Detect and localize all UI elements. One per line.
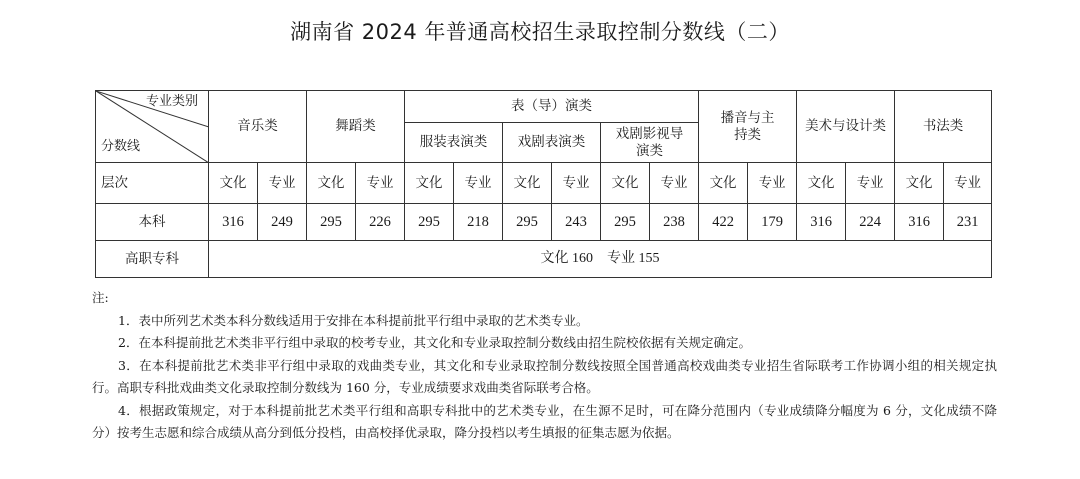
- group-music: 音乐类: [209, 91, 307, 163]
- score-cell: 316: [209, 204, 258, 241]
- col-zhuanye: 专业: [258, 163, 307, 204]
- corner-header: [96, 91, 209, 163]
- score-cell: 238: [650, 204, 699, 241]
- score-cell: 226: [356, 204, 405, 241]
- page-title: 湖南省 2024 年普通高校招生录取控制分数线（二）: [290, 20, 790, 44]
- score-cell: 224: [846, 204, 895, 241]
- row-level-label: 高职专科: [96, 241, 209, 278]
- col-wenhua: 文化: [405, 163, 454, 204]
- group-calligraphy: 书法类: [895, 91, 992, 163]
- score-cell: 231: [944, 204, 992, 241]
- col-zhuanye: 专业: [552, 163, 601, 204]
- col-wenhua: 文化: [895, 163, 944, 204]
- note-item: 4．根据政策规定，对于本科提前批艺术类平行组和高职专科批中的艺术类专业，在生源不足时，可在降分范围内（专业成绩降分幅度为 6 分，文化成绩不降分）按考生志愿和综合成绩从高分到低分投档，由高校择优录取，降分投档以考生填报的征集志愿为依据。: [92, 402, 997, 440]
- col-zhuanye: 专业: [846, 163, 895, 204]
- note-item: 1．表中所列艺术类本科分数线适用于安排在本科提前批平行组中录取的艺术类专业。: [118, 312, 589, 328]
- col-wenhua: 文化: [209, 163, 258, 204]
- score-table: [95, 90, 992, 278]
- group-performance: 表（导）演类: [405, 91, 699, 123]
- corner-score-label: 分数线: [101, 139, 141, 154]
- corner-level-label: 层次: [96, 163, 209, 204]
- subgroup-drama: 戏剧表演类: [503, 123, 601, 163]
- score-cell: 316: [895, 204, 944, 241]
- score-cell: 422: [699, 204, 748, 241]
- group-broadcast: 播音与主持类: [699, 91, 797, 163]
- col-wenhua: 文化: [797, 163, 846, 204]
- score-cell: 179: [748, 204, 797, 241]
- col-wenhua: 文化: [307, 163, 356, 204]
- col-zhuanye: 专业: [454, 163, 503, 204]
- table-row: [96, 204, 992, 241]
- col-zhuanye: 专业: [748, 163, 797, 204]
- col-zhuanye: 专业: [944, 163, 992, 204]
- row-level-label: 本科: [96, 204, 209, 241]
- col-wenhua: 文化: [699, 163, 748, 204]
- subgroup-costume: 服装表演类: [405, 123, 503, 163]
- col-wenhua: 文化: [503, 163, 552, 204]
- group-dance: 舞蹈类: [307, 91, 405, 163]
- score-cell: 295: [307, 204, 356, 241]
- subgroup-film-directing: 戏剧影视导演类: [601, 123, 699, 163]
- note-item: 3．在本科提前批艺术类非平行组中录取的戏曲类专业，其文化和专业录取控制分数线按照全国普通高校戏曲类专业招生省际联考工作协调小组的相关规定执行。高职专科批戏曲类文化录取控制分数线为 160 分，专业成绩要求戏曲类省际联考合格。: [92, 357, 997, 395]
- score-cell: 316: [797, 204, 846, 241]
- notes-heading: 注:: [92, 290, 109, 305]
- score-cell: 295: [503, 204, 552, 241]
- score-cell: 295: [405, 204, 454, 241]
- score-cell: 295: [601, 204, 650, 241]
- col-zhuanye: 专业: [650, 163, 699, 204]
- score-cell: 249: [258, 204, 307, 241]
- vocational-scores: 文化 160 专业 155: [209, 241, 992, 278]
- notes-section: [92, 287, 997, 445]
- note-item: 2．在本科提前批艺术类非平行组中录取的校考专业，其文化和专业录取控制分数线由招生院校依据有关规定确定。: [118, 335, 751, 350]
- score-cell: 243: [552, 204, 601, 241]
- col-wenhua: 文化: [601, 163, 650, 204]
- score-cell: 218: [454, 204, 503, 241]
- table-row: [96, 241, 992, 278]
- corner-category-label: 专业类别: [146, 94, 199, 109]
- group-art-design: 美术与设计类: [797, 91, 895, 163]
- col-zhuanye: 专业: [356, 163, 405, 204]
